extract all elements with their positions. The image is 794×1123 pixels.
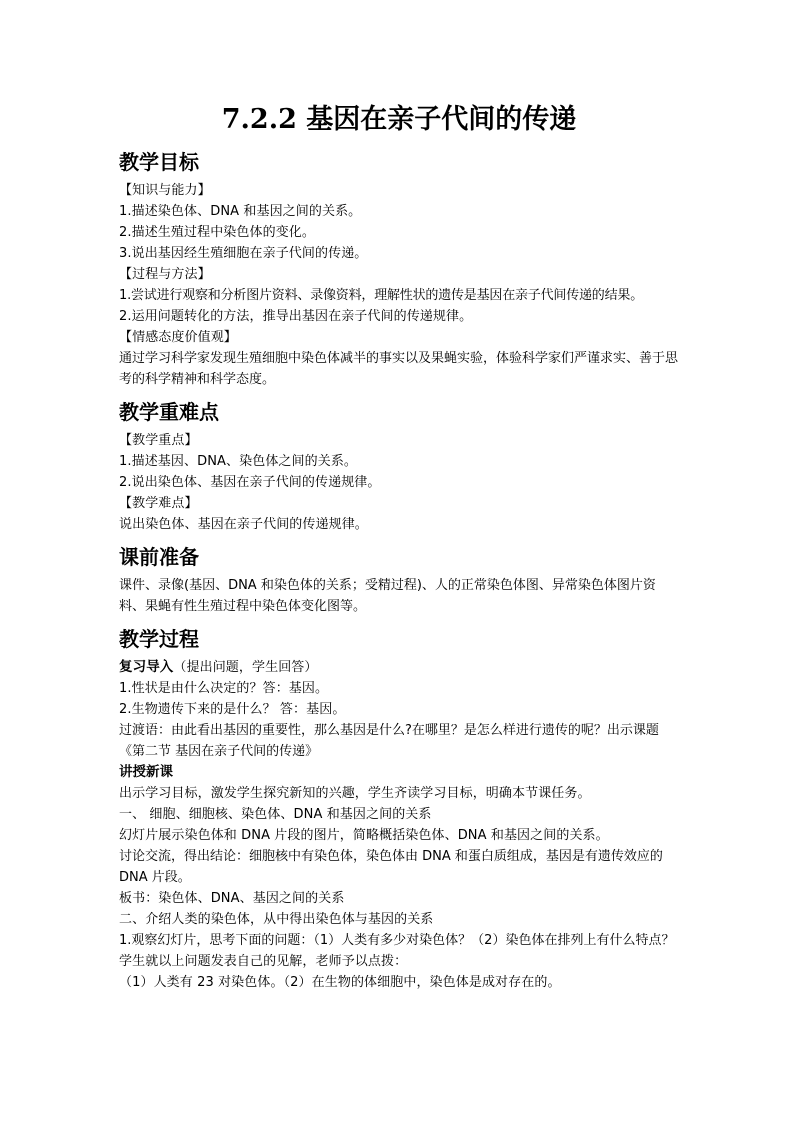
lesson-line: 出示学习目标，激发学生探究新知的兴趣，学生齐读学习目标，明确本节课任务。 [119, 786, 591, 801]
objective-paragraph: 通过学习科学家发现生殖细胞中染色体减半的事实以及果蝇实验，体验科学家们严谨求实、善于思考的科学精神和科学态度。 [119, 351, 679, 387]
objective-item: 1.尝试进行观察和分析图片资料、录像资料，理解性状的遗传是基因在亲子代间传递的结果。 [119, 288, 644, 303]
review-note: （提出问题，学生回答） [173, 660, 318, 675]
key-point-item: 2.说出染色体、基因在亲子代间的传递规律。 [119, 475, 381, 490]
review-intro-line [119, 657, 679, 678]
lesson-line: 幻灯片展示染色体和 DNA 片段的图片，简略概括染色体、DNA 和基因之间的关系。 [119, 828, 609, 843]
section-heading-key-points: 教学重难点 [119, 400, 219, 424]
lesson-line: 板书：染色体、DNA、基因之间的关系 [119, 891, 345, 906]
document-page [119, 100, 679, 993]
lesson-line: 一、 细胞、细胞核、染色体、DNA 和基因之间的关系 [119, 807, 432, 822]
new-lesson-heading: 讲授新课 [119, 764, 173, 780]
lesson-paragraph: 讨论交流，得出结论：细胞核中有染色体，染色体由 DNA 和蛋白质组成，基因是有遗传效应的 DNA 片段。 [119, 849, 663, 885]
section-heading-objectives: 教学目标 [119, 150, 199, 174]
key-point-item: 1.描述基因、DNA、染色体之间的关系。 [119, 454, 358, 469]
preparation-paragraph: 课件、录像(基因、DNA 和染色体的关系；受精过程)、人的正常染色体图、异常染色体图片资料、果蝇有性生殖过程中染色体变化图等。 [119, 578, 656, 614]
subheading-difficult: 【教学难点】 [119, 496, 198, 511]
subheading-attitude: 【情感态度价值观】 [119, 330, 237, 345]
document-title: 7.2.2 基因在亲子代间的传递 [221, 104, 577, 135]
subheading-key: 【教学重点】 [119, 433, 198, 448]
transition-paragraph: 过渡语：由此看出基因的重要性，那么基因是什么?在哪里？是怎么样进行遗传的呢？出示课题《第二节 基因在亲子代间的传递》 [119, 723, 659, 759]
objective-item: 3.说出基因经生殖细胞在亲子代间的传递。 [119, 246, 368, 261]
review-heading: 复习导入 [119, 659, 174, 675]
subheading-process: 【过程与方法】 [119, 267, 211, 282]
lesson-line: 二、介绍人类的染色体，从中得出染色体与基因的关系 [119, 912, 434, 927]
section-heading-process: 教学过程 [119, 627, 199, 651]
subheading-knowledge: 【知识与能力】 [119, 183, 211, 198]
objective-item: 2.描述生殖过程中染色体的变化。 [119, 225, 316, 240]
objective-item: 2.运用问题转化的方法，推导出基因在亲子代间的传递规律。 [119, 309, 473, 324]
section-heading-preparation: 课前准备 [119, 545, 199, 569]
lesson-line: 学生就以上问题发表自己的见解，老师予以点拨： [119, 954, 408, 969]
lesson-paragraph: 1.观察幻灯片，思考下面的问题：（1）人类有多少对染色体？（2）染色体在排列上有什么特点？ [119, 933, 675, 948]
difficult-point-item: 说出染色体、基因在亲子代间的传递规律。 [119, 517, 368, 532]
lesson-line: （1）人类有 23 对染色体。（2）在生物的体细胞中，染色体是成对存在的。 [119, 975, 561, 990]
review-item: 1.性状是由什么决定的？答：基因。 [119, 681, 329, 696]
objective-item: 1.描述染色体、DNA 和基因之间的关系。 [119, 204, 362, 219]
review-item: 2.生物遗传下来的是什么？ 答：基因。 [119, 702, 346, 717]
